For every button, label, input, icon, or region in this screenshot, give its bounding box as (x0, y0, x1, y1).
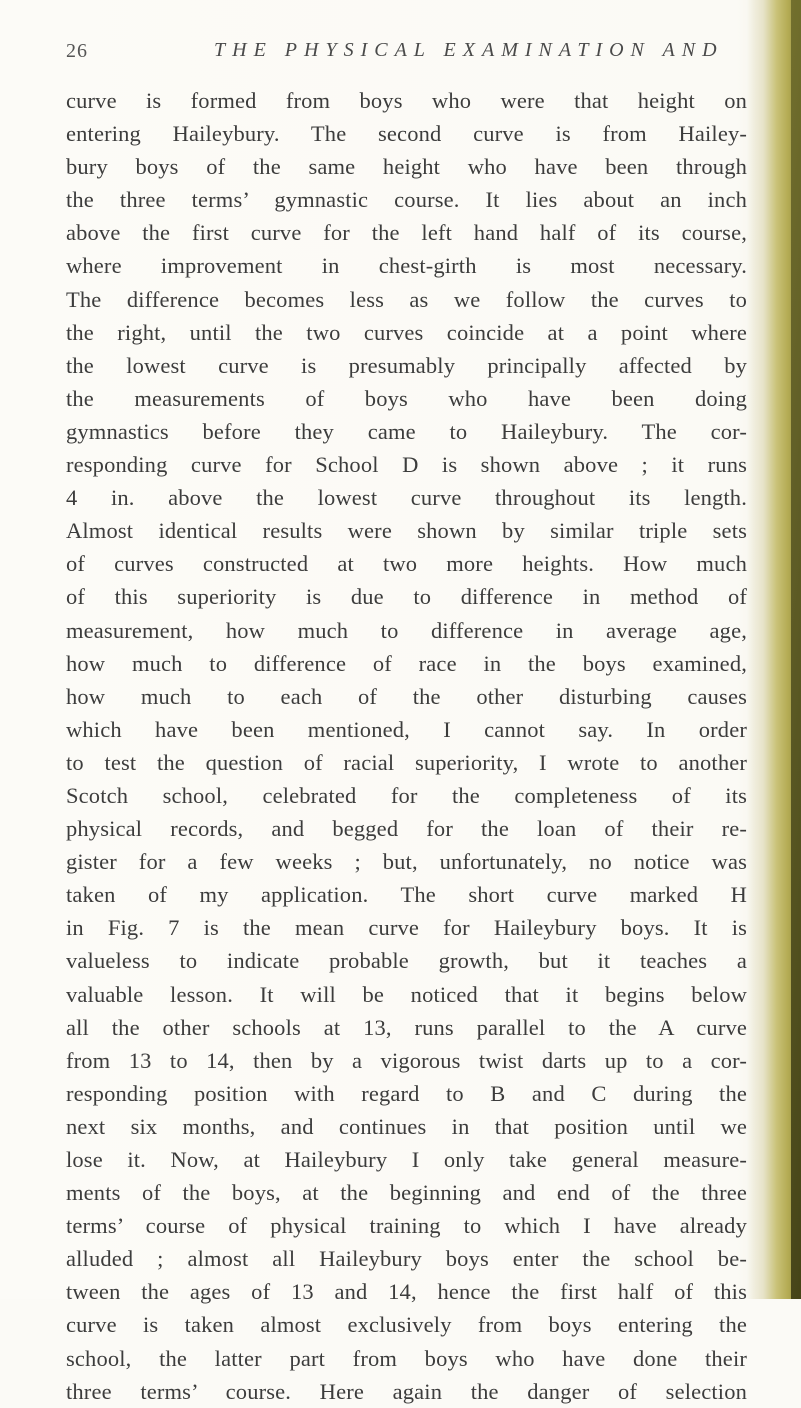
text-line: school, the latter part from boys who have done their (66, 1345, 747, 1371)
text-line: to test the question of racial superiority, I wrote to another (66, 749, 747, 775)
text-line: The difference becomes less as we follow the curves to (66, 286, 747, 312)
text-line: from 13 to 14, then by a vigorous twist darts up to a cor- (66, 1047, 747, 1073)
text-line: which have been mentioned, I cannot say. In order (66, 716, 747, 742)
text-line: of this superiority is due to difference in method of (66, 584, 747, 610)
text-line: three terms’ course. Here again the danger of selection (66, 1378, 747, 1404)
text-line: valuable lesson. It will be noticed that it begins below (66, 981, 747, 1007)
text-line: entering Haileybury. The second curve is from Hailey- (66, 121, 747, 147)
text-line: 4 in. above the lowest curve throughout its length. (66, 485, 747, 511)
text-line: Scotch school, celebrated for the completeness of its (66, 782, 747, 808)
text-line: in Fig. 7 is the mean curve for Haileybury boys. It is (66, 915, 747, 941)
text-line: tween the ages of 13 and 14, hence the first half of this (66, 1279, 747, 1305)
text-line: responding position with regard to B and C during the (66, 1080, 747, 1106)
text-line: the lowest curve is presumably principally affected by (66, 352, 747, 378)
text-line: lose it. Now, at Haileybury I only take general measure- (66, 1147, 747, 1172)
text-line: the three terms’ gymnastic course. It lies about an inch (66, 187, 747, 213)
book-binding-edge (791, 0, 801, 1299)
text-line: ments of the boys, at the beginning and end of the three (66, 1180, 747, 1206)
page-number: 26 (66, 40, 88, 62)
text-line: alluded ; almost all Haileybury boys enter the school be- (66, 1246, 747, 1272)
text-line: gister for a few weeks ; but, unfortunately, no notice was (66, 849, 747, 875)
text-line: next six months, and continues in that position until we (66, 1113, 747, 1139)
text-line: curve is taken almost exclusively from boys entering the (66, 1312, 747, 1338)
text-line: taken of my application. The short curve marked H (66, 882, 747, 908)
text-line: valueless to indicate probable growth, but it teaches a (66, 948, 747, 974)
text-line: terms’ course of physical training to which I have already (66, 1213, 747, 1239)
text-line: Almost identical results were shown by similar triple sets (66, 518, 747, 544)
text-line: the measurements of boys who have been doing (66, 385, 747, 411)
text-line: where improvement in chest-girth is most necessary. (66, 253, 747, 279)
text-line: above the first curve for the left hand half of its course, (66, 220, 747, 246)
text-line: curve is formed from boys who were that height on (66, 88, 747, 113)
text-line: the right, until the two curves coincide at a point where (66, 319, 747, 345)
text-line: physical records, and begged for the loan of their re- (66, 816, 747, 842)
running-head-title: THE PHYSICAL EXAMINATION AND (214, 39, 724, 61)
body-text (66, 84, 747, 1408)
text-line: bury boys of the same height who have been through (66, 154, 747, 180)
text-line: responding curve for School D is shown above ; it runs (66, 452, 747, 478)
text-line: how much to each of the other disturbing causes (66, 683, 747, 709)
text-line: how much to difference of race in the boys examined, (66, 650, 747, 676)
text-line: measurement, how much to difference in average age, (66, 617, 747, 643)
text-line: all the other schools at 13, runs parallel to the A curve (66, 1014, 747, 1040)
running-head (66, 40, 746, 80)
text-line: gymnastics before they came to Haileybury. The cor- (66, 418, 747, 444)
text-line: of curves constructed at two more heights. How much (66, 551, 747, 577)
